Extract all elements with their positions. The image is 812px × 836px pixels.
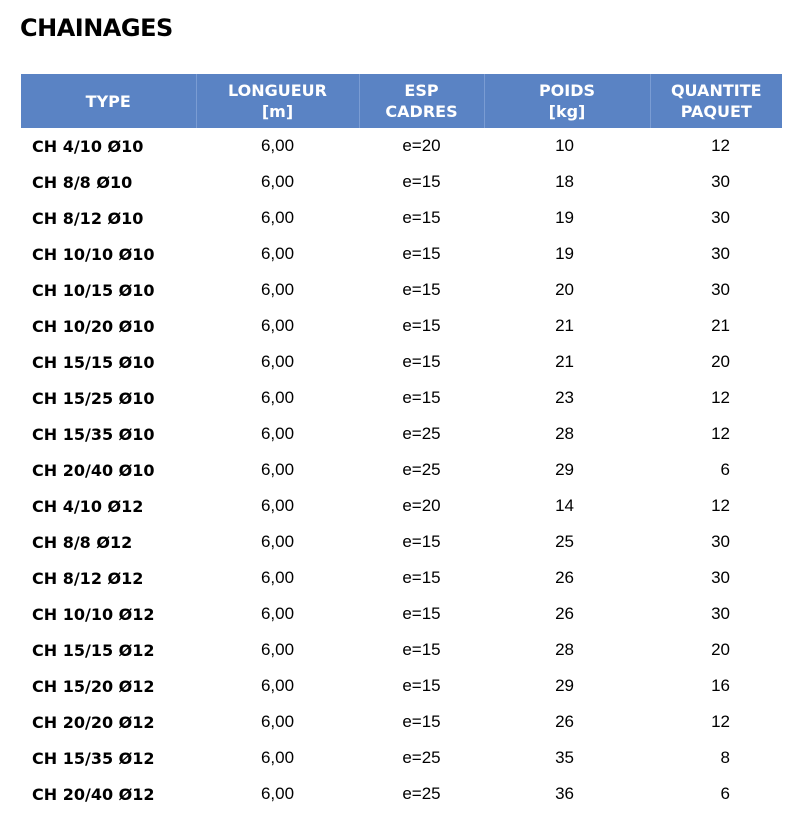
cell-longueur: 6,00 xyxy=(260,316,295,335)
header-poids-line-2: [kg] xyxy=(548,102,586,121)
cell-type: CH 20/20 Ø12 xyxy=(32,712,155,732)
cell-quantite: 16 xyxy=(711,676,730,695)
cell-longueur: 6,00 xyxy=(260,280,295,299)
cell-esp: e=15 xyxy=(402,352,441,371)
cell-type: CH 20/40 Ø12 xyxy=(32,784,155,804)
cell-longueur: 6,00 xyxy=(260,208,295,227)
cell-esp: e=20 xyxy=(402,136,441,155)
header-row xyxy=(21,74,782,128)
cell-type: CH 20/40 Ø10 xyxy=(32,460,155,480)
table-row xyxy=(21,380,782,416)
cell-esp: e=15 xyxy=(402,640,441,659)
header-esp-line-1: ESP xyxy=(404,81,439,100)
cell-esp: e=25 xyxy=(402,784,441,803)
table-row xyxy=(21,272,782,308)
cell-quantite: 30 xyxy=(711,532,730,551)
cell-type: CH 8/8 Ø12 xyxy=(32,532,133,552)
cell-longueur: 6,00 xyxy=(260,604,295,623)
cell-quantite: 30 xyxy=(711,568,730,587)
cell-esp: e=15 xyxy=(402,712,441,731)
cell-longueur: 6,00 xyxy=(260,172,295,191)
table-row xyxy=(21,632,782,668)
cell-type: CH 15/35 Ø12 xyxy=(32,748,155,768)
cell-quantite: 8 xyxy=(720,748,730,767)
cell-quantite: 20 xyxy=(711,352,730,371)
cell-esp: e=15 xyxy=(402,244,441,263)
header-longueur-line-2: [m] xyxy=(261,102,294,121)
header-longueur xyxy=(196,74,359,128)
cell-quantite: 12 xyxy=(711,496,730,515)
table-row xyxy=(21,452,782,488)
table-body xyxy=(21,128,782,812)
cell-quantite: 30 xyxy=(711,244,730,263)
table-row xyxy=(21,560,782,596)
table-row xyxy=(21,668,782,704)
cell-type: CH 15/35 Ø10 xyxy=(32,424,155,444)
cell-longueur: 6,00 xyxy=(260,424,295,443)
cell-poids: 28 xyxy=(555,424,574,443)
cell-esp: e=15 xyxy=(402,568,441,587)
cell-esp: e=15 xyxy=(402,676,441,695)
cell-type: CH 8/8 Ø10 xyxy=(32,172,133,192)
cell-quantite: 12 xyxy=(711,136,730,155)
cell-poids: 19 xyxy=(555,208,574,227)
cell-quantite: 20 xyxy=(711,640,730,659)
cell-poids: 23 xyxy=(555,388,574,407)
cell-poids: 26 xyxy=(555,712,574,731)
cell-type: CH 15/25 Ø10 xyxy=(32,388,155,408)
cell-type: CH 10/10 Ø10 xyxy=(32,244,155,264)
cell-longueur: 6,00 xyxy=(260,388,295,407)
cell-poids: 29 xyxy=(555,676,574,695)
table-row xyxy=(21,596,782,632)
cell-type: CH 8/12 Ø12 xyxy=(32,568,144,588)
cell-type: CH 15/20 Ø12 xyxy=(32,676,155,696)
cell-longueur: 6,00 xyxy=(260,748,295,767)
cell-longueur: 6,00 xyxy=(260,532,295,551)
table-row xyxy=(21,704,782,740)
cell-longueur: 6,00 xyxy=(260,676,295,695)
cell-quantite: 30 xyxy=(711,280,730,299)
cell-esp: e=15 xyxy=(402,388,441,407)
cell-esp: e=15 xyxy=(402,280,441,299)
cell-esp: e=20 xyxy=(402,496,441,515)
cell-poids: 18 xyxy=(555,172,574,191)
table-row xyxy=(21,524,782,560)
cell-longueur: 6,00 xyxy=(260,352,295,371)
cell-esp: e=15 xyxy=(402,316,441,335)
cell-esp: e=15 xyxy=(402,532,441,551)
cell-quantite: 30 xyxy=(711,172,730,191)
cell-poids: 21 xyxy=(555,316,574,335)
cell-esp: e=15 xyxy=(402,208,441,227)
table-row xyxy=(21,164,782,200)
cell-longueur: 6,00 xyxy=(260,784,295,803)
cell-poids: 26 xyxy=(555,568,574,587)
table-header xyxy=(21,74,782,128)
table-row xyxy=(21,416,782,452)
cell-type: CH 10/10 Ø12 xyxy=(32,604,155,624)
cell-type: CH 10/15 Ø10 xyxy=(32,280,155,300)
header-quantite-line-2: PAQUET xyxy=(680,102,752,121)
cell-esp: e=25 xyxy=(402,460,441,479)
cell-poids: 21 xyxy=(555,352,574,371)
cell-type: CH 10/20 Ø10 xyxy=(32,316,155,336)
cell-poids: 29 xyxy=(555,460,574,479)
cell-type: CH 15/15 Ø10 xyxy=(32,352,155,372)
page-title: CHAINAGES xyxy=(20,14,173,42)
cell-quantite: 30 xyxy=(711,208,730,227)
cell-quantite: 30 xyxy=(711,604,730,623)
chainages-table xyxy=(21,74,782,812)
header-esp-line-2: CADRES xyxy=(385,102,458,121)
cell-poids: 35 xyxy=(555,748,574,767)
header-poids-line-1: POIDS xyxy=(538,81,596,100)
cell-longueur: 6,00 xyxy=(260,568,295,587)
table-row xyxy=(21,200,782,236)
table-row xyxy=(21,344,782,380)
header-esp-cadres xyxy=(359,74,484,128)
cell-esp: e=15 xyxy=(402,604,441,623)
table-row xyxy=(21,776,782,812)
cell-longueur: 6,00 xyxy=(260,136,295,155)
table-row xyxy=(21,740,782,776)
cell-poids: 14 xyxy=(555,496,574,515)
cell-quantite: 6 xyxy=(720,784,730,803)
cell-poids: 20 xyxy=(555,280,574,299)
header-type xyxy=(21,74,196,128)
cell-poids: 25 xyxy=(555,532,574,551)
cell-esp: e=15 xyxy=(402,172,441,191)
table-row xyxy=(21,128,782,164)
cell-poids: 36 xyxy=(555,784,574,803)
header-type-line-1: TYPE xyxy=(85,91,131,111)
header-quantite-line-1: QUANTITE xyxy=(670,81,762,100)
table-row xyxy=(21,488,782,524)
header-poids xyxy=(484,74,650,128)
table-row xyxy=(21,236,782,272)
cell-longueur: 6,00 xyxy=(260,460,295,479)
cell-poids: 28 xyxy=(555,640,574,659)
cell-type: CH 8/12 Ø10 xyxy=(32,208,144,228)
table-row xyxy=(21,308,782,344)
cell-quantite: 12 xyxy=(711,424,730,443)
cell-quantite: 12 xyxy=(711,388,730,407)
cell-longueur: 6,00 xyxy=(260,496,295,515)
cell-esp: e=25 xyxy=(402,424,441,443)
cell-poids: 26 xyxy=(555,604,574,623)
cell-esp: e=25 xyxy=(402,748,441,767)
header-longueur-line-1: LONGUEUR xyxy=(228,81,327,100)
header-quantite-paquet xyxy=(650,74,782,128)
cell-type: CH 4/10 Ø10 xyxy=(32,136,144,156)
cell-longueur: 6,00 xyxy=(260,712,295,731)
cell-type: CH 4/10 Ø12 xyxy=(32,496,144,516)
cell-type: CH 15/15 Ø12 xyxy=(32,640,155,660)
cell-quantite: 12 xyxy=(711,712,730,731)
cell-quantite: 6 xyxy=(720,460,730,479)
cell-quantite: 21 xyxy=(711,316,730,335)
cell-poids: 19 xyxy=(555,244,574,263)
cell-poids: 10 xyxy=(555,136,574,155)
cell-longueur: 6,00 xyxy=(260,640,295,659)
cell-longueur: 6,00 xyxy=(260,244,295,263)
